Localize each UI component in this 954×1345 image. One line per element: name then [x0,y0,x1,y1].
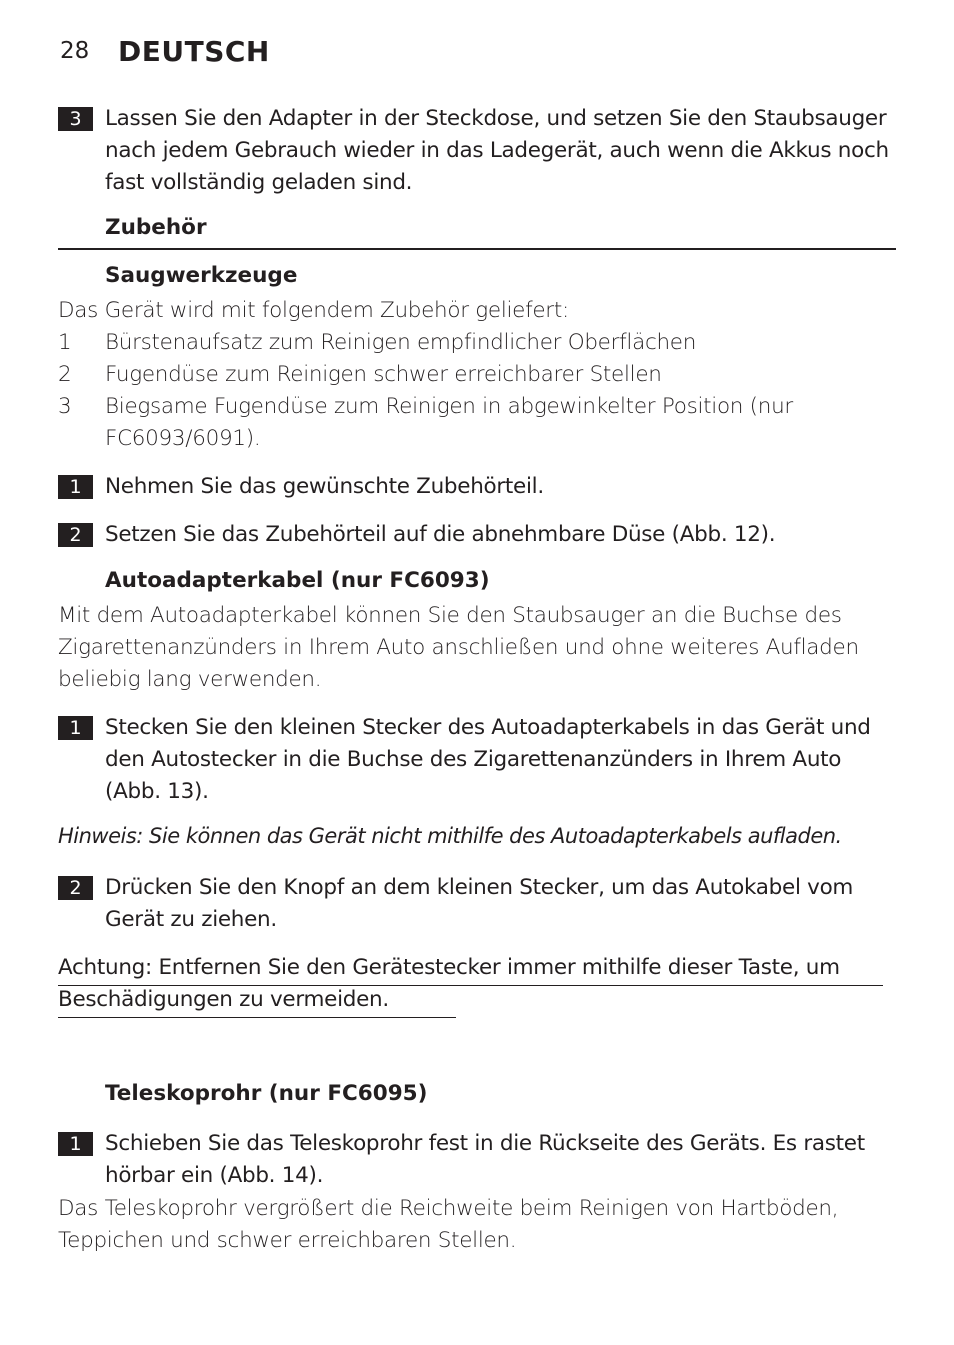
accessory-list [58,327,898,455]
caution-text: Achtung: Entfernen Sie den Gerätestecker immer mithilfe dieser Taste, um Beschädigungen zu vermeiden. [58,955,840,1012]
auto-intro: Mit dem Autoadapterkabel können Sie den Staubsauger an die Buchse des Zigarettenanzünders in Ihrem Auto anschließen und ohne weiteres Aufladen beliebig lang verwenden. [58,603,859,692]
list-item-number: 1 [58,330,72,355]
step-item [58,872,898,936]
list-item-text: Bürstenaufsatz zum Reinigen empfindlicher Oberflächen [105,330,697,355]
step-item [58,519,898,551]
step-text: Lassen Sie den Adapter in der Steckdose, und setzen Sie den Staubsauger nach jedem Gebrauch wieder in das Ladegerät, auch wenn die Akkus noch fast vollständig geladen sind. [105,106,889,195]
step-number-badge: 2 [58,523,93,547]
list-item-number: 3 [58,394,72,419]
step-item [58,471,898,503]
subsection-title-autoadapterkabel: Autoadapterkabel (nur FC6093) [105,568,490,593]
step-text: Drücken Sie den Knopf an dem kleinen Stecker, um das Autokabel vom Gerät zu ziehen. [105,875,854,932]
list-item [58,359,898,391]
subsection-title-saugwerkzeuge: Saugwerkzeuge [105,263,298,288]
language-heading: DEUTSCH [118,35,270,68]
step-item [58,1128,898,1192]
section-title-zubehoer: Zubehör [105,215,207,240]
step-number-badge: 1 [58,475,93,499]
caution-underline [58,985,883,986]
step-item [58,103,898,199]
list-item-text: Fugendüse zum Reinigen schwer erreichbarer Stellen [105,362,662,387]
step-text: Nehmen Sie das gewünschte Zubehörteil. [105,474,544,499]
step-text: Stecken Sie den kleinen Stecker des Autoadapterkabels in das Gerät und den Autostecker in die Buchse des Zigarettenanzünders in Ihrem Auto (Abb. 13). [105,715,871,804]
list-item-number: 2 [58,362,72,387]
tele-outro: Das Teleskoprohr vergrößert die Reichweite beim Reinigen von Hartböden, Teppichen und schwer erreichbaren Stellen. [58,1196,839,1253]
caution-underline [58,1017,456,1018]
list-item [58,391,898,455]
step-number-badge: 3 [58,107,93,131]
note-text: Hinweis: Sie können das Gerät nicht mithilfe des Autoadapterkabels aufladen. [58,824,842,848]
step-number-badge: 2 [58,876,93,900]
subsection-title-teleskoprohr: Teleskoprohr (nur FC6095) [105,1081,428,1106]
list-item-text: Biegsame Fugendüse zum Reinigen in abgewinkelter Position (nur FC6093/6091). [105,394,793,451]
page-number: 28 [60,38,90,64]
step-item [58,712,898,808]
step-text: Schieben Sie das Teleskoprohr fest in die Rückseite des Geräts. Es rastet hörbar ein (Abb. 14). [105,1131,865,1188]
step-number-badge: 1 [58,716,93,740]
saug-intro: Das Gerät wird mit folgendem Zubehör geliefert: [58,298,569,323]
list-item [58,327,898,359]
step-number-badge: 1 [58,1132,93,1156]
step-text: Setzen Sie das Zubehörteil auf die abnehmbare Düse (Abb. 12). [105,522,776,547]
section-divider [58,248,896,250]
